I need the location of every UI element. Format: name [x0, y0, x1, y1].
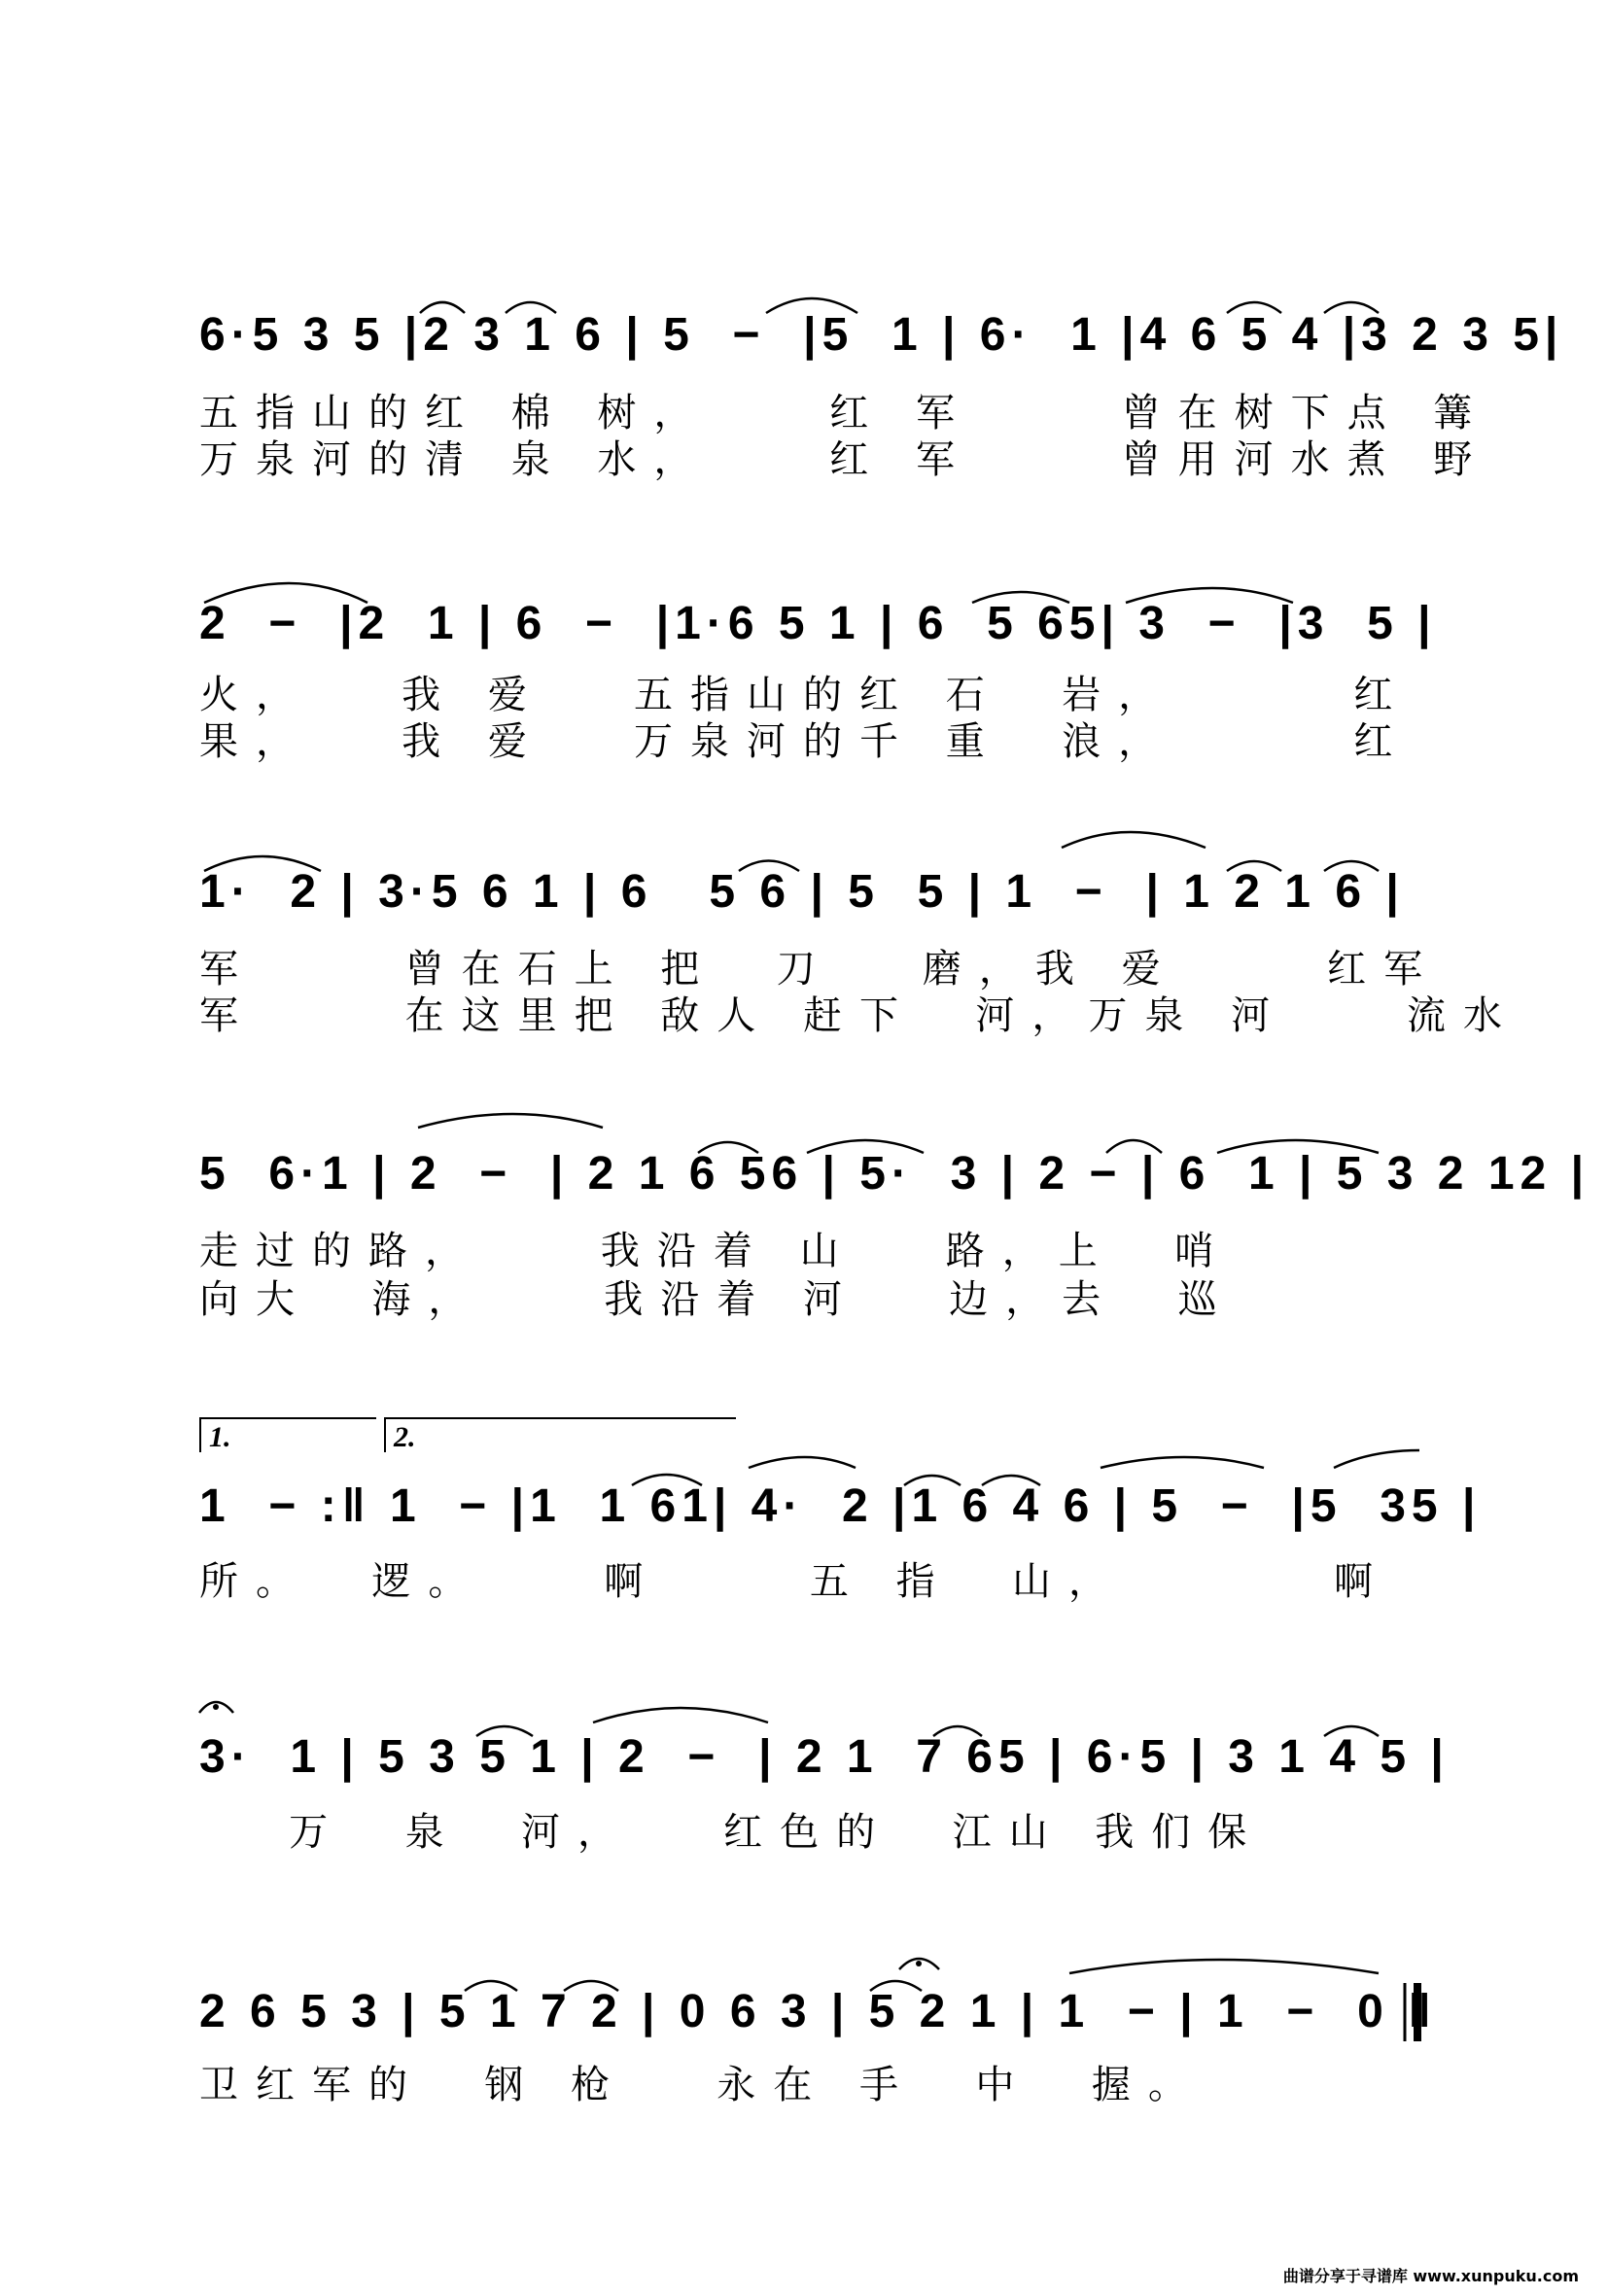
slur [1227, 861, 1281, 871]
notation-line-7: 2 6 5 3 | 5 1 7 2 | 0 6 3 | 5 2 1 | 1 − | 1 − 0 ‖ [199, 1986, 1437, 2037]
slur [982, 1476, 1040, 1485]
fermata-dot [916, 1961, 922, 1966]
slur [1217, 1140, 1379, 1153]
slur [749, 1457, 856, 1468]
slur [204, 856, 321, 871]
footer-credit: 曲谱分享于寻谱库 www.xunpuku.com [1282, 2267, 1579, 2285]
slur [870, 1981, 922, 1991]
slur [1334, 1450, 1419, 1468]
slur [418, 1114, 603, 1128]
lyric-line-1-verse-1: 五指山的红 棉 树， 红 军 曾在树下点 篝 [199, 391, 1490, 435]
slur [972, 592, 1069, 603]
slur [1062, 832, 1206, 848]
slur [1101, 1457, 1264, 1468]
slur [465, 1981, 517, 1991]
slur [698, 1142, 758, 1153]
slur [933, 1726, 982, 1736]
lyric-line-7: 卫红军的 钢 枪 永在 手 中 握。 [199, 2063, 1205, 2107]
slur [1069, 1960, 1379, 1973]
slur [1324, 1726, 1379, 1736]
slur [1227, 302, 1281, 313]
slur [476, 1726, 533, 1736]
slur [420, 302, 465, 313]
slur [632, 1475, 702, 1485]
slur [807, 1140, 924, 1153]
volta-label-2: 2. [394, 1421, 416, 1453]
notation-line-3: 1· 2 | 3·5 6 1 | 6 5 6 | 5 5 | 1 − | 1 2 1 6 | [199, 866, 1405, 918]
lyric-line-2-verse-1: 火， 我 爱 五指山的红 石 岩， 红 [199, 673, 1411, 717]
volta-label-1: 1. [209, 1421, 231, 1453]
lyric-line-3-verse-1: 军 曾在石上 把 刀 磨，我 爱 红军 [199, 947, 1441, 991]
notation-line-2: 2 − |2 1 | 6 − |1·6 5 1 | 6 5 65| 3 − |3 5 | [199, 598, 1437, 649]
notation-line-6: 3· 1 | 5 3 5 1 | 2 − | 2 1 7 65 | 6·5 | 3 1 4 5 | [199, 1731, 1450, 1783]
slur [1324, 861, 1379, 871]
notation-line-1: 6·5 3 5 |2 3 1 6 | 5 − |5 1 | 6· 1 |4 6 5 4 |3 2 3 5| [199, 309, 1564, 361]
slur [564, 1981, 618, 1991]
lyric-line-4-verse-2: 向大 海， 我沿着 河 边，去 巡 [199, 1277, 1235, 1322]
slur [1106, 1140, 1162, 1153]
fermata-dot [213, 1704, 219, 1710]
lyric-line-2-verse-2: 果， 我 爱 万泉河的千 重 浪， 红 [199, 719, 1411, 764]
lyric-line-3-verse-2: 军 在这里把 敌人 赶下 河，万泉 河 流水 [199, 993, 1521, 1038]
slur [739, 861, 799, 872]
lyric-line-1-verse-2: 万泉河的清 泉 水， 红 军 曾用河水煮 野 [199, 437, 1490, 482]
lyric-line-4-verse-1: 走过的路， 我沿着 山 路，上 哨 [199, 1229, 1232, 1273]
lyric-line-5: 所。 逻。 啊 五 指 山， 啊 [199, 1559, 1391, 1604]
slur [904, 1476, 961, 1485]
slur [766, 298, 857, 313]
slur [506, 302, 556, 313]
slur [204, 583, 367, 603]
notation-line-5: 1 − :‖ 1 − |1 1 61| 4· 2 |1 6 4 6 | 5 − |5 35 | [199, 1480, 1482, 1532]
notation-line-4: 5 6·1 | 2 − | 2 1 6 56 | 5· 3 | 2 − | 6 1 | 5 3 2 12 | [199, 1148, 1590, 1200]
slur [593, 1708, 768, 1722]
slur [1324, 302, 1379, 313]
lyric-line-6: 万 泉 河， 红色的 江山 我们保 [199, 1810, 1265, 1855]
slur [1126, 588, 1293, 603]
